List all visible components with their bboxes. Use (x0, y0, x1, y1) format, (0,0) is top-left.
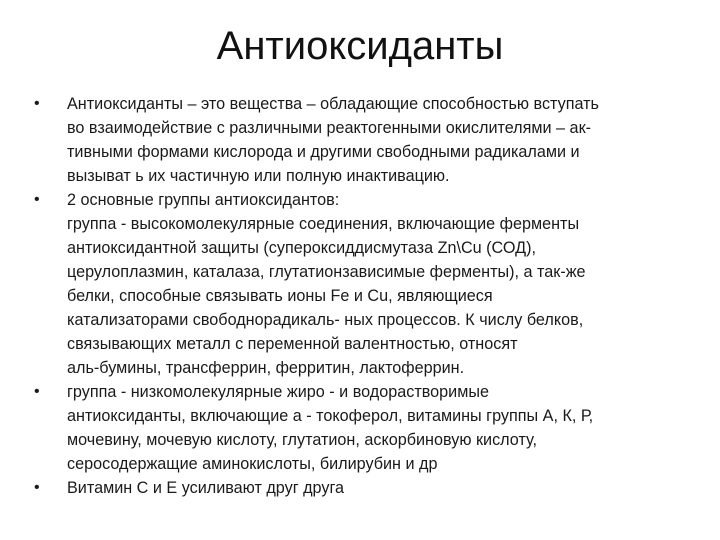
bullet-line: Витамин С и Е усиливают друг друга (67, 479, 345, 497)
bullet-line: связывающих металл с переменной валентностью, относят (67, 335, 518, 353)
bullet-line: антиоксиданты, включающие а - токоферол, витамины группы А, К, Р, (67, 407, 594, 425)
bullet-dot-icon: • (34, 479, 40, 496)
bullet-line: группа - низкомолекулярные жиро - и водорастворимые (67, 383, 489, 401)
bullet-dot-icon: • (34, 95, 40, 112)
bullet-dot-icon: • (34, 191, 40, 208)
bullet-line: группа - высокомолекулярные соединения, включающие ферменты (67, 215, 580, 233)
bullet-line: катализаторами свободнорадикаль- ных процессов. К числу белков, (67, 311, 584, 329)
bullet-line: Антиоксиданты – это вещества – обладающие способностью вступать (67, 95, 599, 113)
bullet-item-definition (0, 92, 677, 188)
bullet-line: во взаимодействие с различными реактогенными окислителями – ак- (67, 119, 592, 137)
bullet-item-low-molecular (0, 380, 677, 476)
bullet-line: аль-бумины, трансферрин, ферритин, лактоферрин. (67, 359, 465, 377)
slide-title: Антиоксиданты (216, 24, 504, 68)
bullet-list (0, 92, 720, 500)
bullet-line: белки, способные связывать ионы Fe и Cu, являющиеся (67, 287, 493, 305)
bullet-line: церулоплазмин, каталаза, глутатионзависимые ферменты), а так-же (67, 263, 586, 281)
bullet-item-groups (0, 188, 677, 380)
bullet-line: антиоксидантной защиты (супероксиддисмутаза Zn\Cu (СОД), (67, 239, 536, 257)
bullet-line: серосодержащие аминокислоты, билирубин и др (67, 455, 438, 473)
bullet-line: мочевину, мочевую кислоту, глутатион, аскорбиновую кислоту, (67, 431, 538, 449)
bullet-item-vitamins (0, 476, 677, 500)
bullet-line: вызыват ь их частичную или полную инактивацию. (67, 167, 450, 185)
bullet-line: 2 основные группы антиоксидантов: (67, 191, 340, 209)
bullet-line: тивными формами кислорода и другими свободными радикалами и (67, 143, 580, 161)
bullet-dot-icon: • (34, 383, 40, 400)
